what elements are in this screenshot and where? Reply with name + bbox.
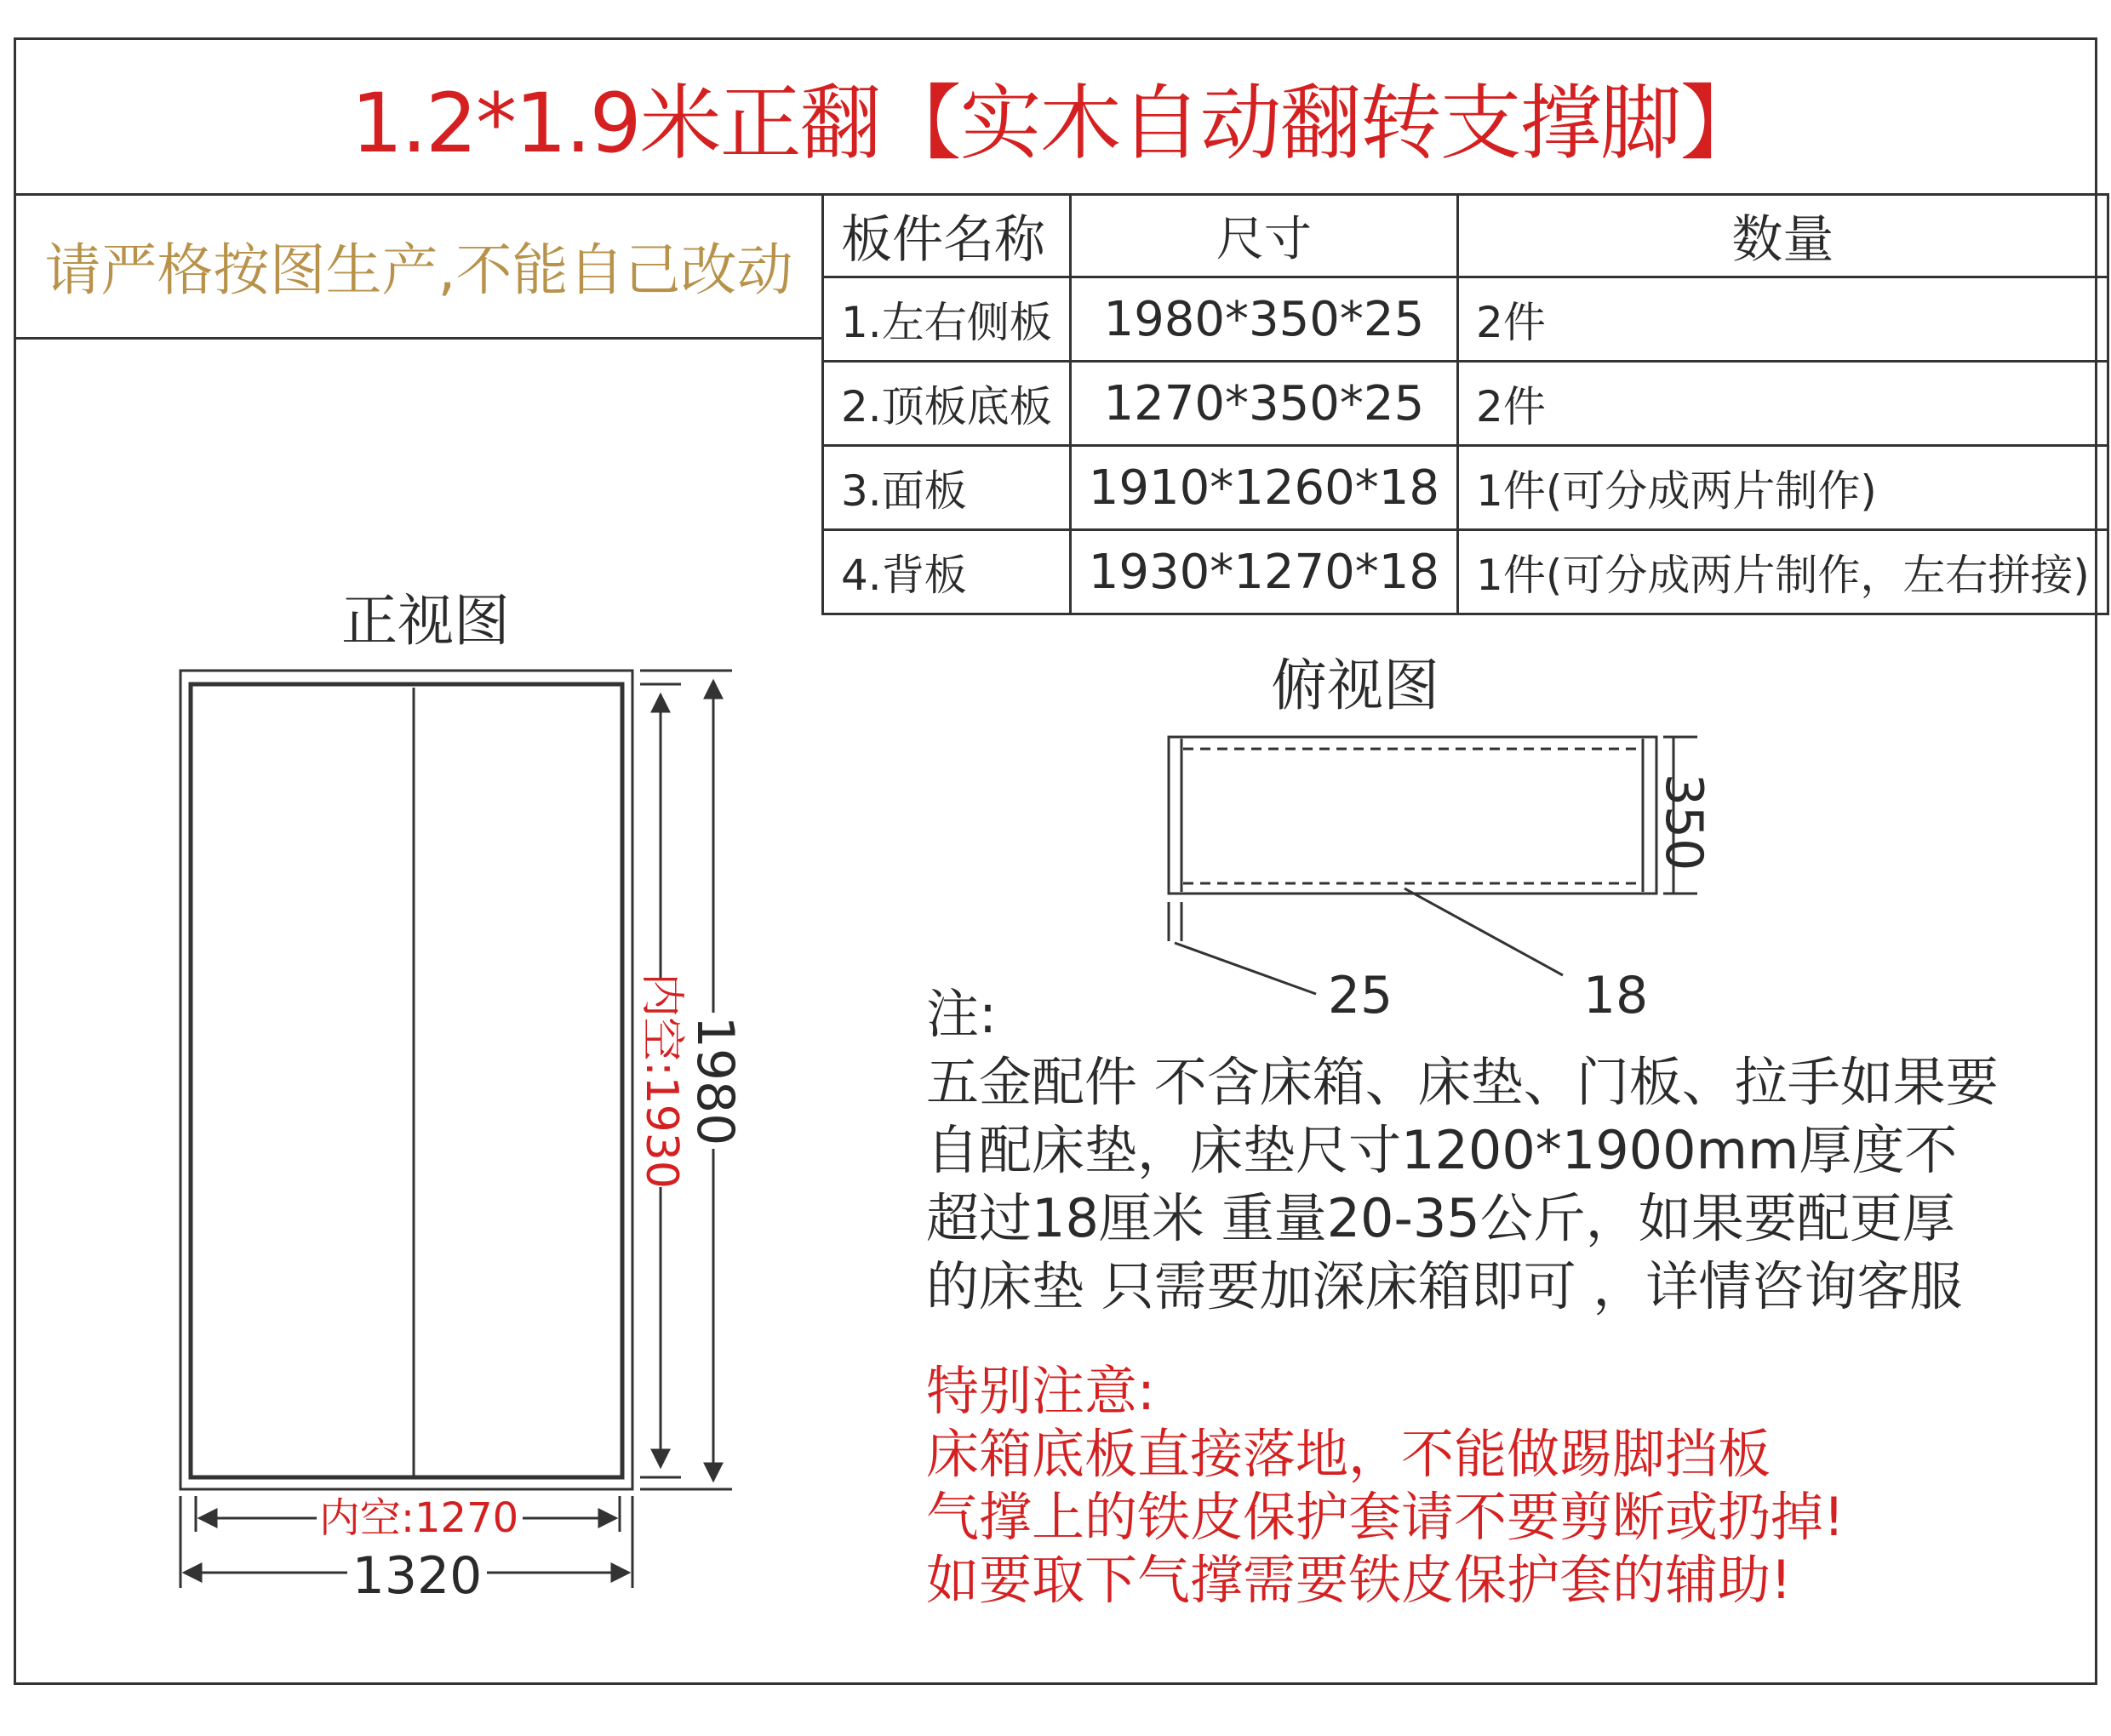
front-view-label: 正视图 [341,588,510,654]
notice-text: 请严格按图生产,不能自己改动 [44,237,793,303]
warning-line: 如要取下气撑需要铁皮保护套的辅助! [926,1549,1792,1611]
notes-line: 超过18厘米 重量20-35公斤，如果要配更厚 [926,1187,1955,1249]
header-part-name: 板件名称 [823,195,1071,277]
warning-line: 床箱底板直接落地，不能做踢脚挡板 [926,1423,1771,1485]
depth-label: 350 [1654,773,1713,871]
part-size: 1930*1270*18 [1070,530,1457,614]
warning-heading: 特别注意: [926,1360,1155,1422]
notes-section [926,980,1999,1321]
inner-width-label: 内空:1270 [318,1494,519,1542]
part-size: 1270*350*25 [1070,362,1457,446]
part-size: 1910*1260*18 [1070,446,1457,530]
warning-section [926,1360,1845,1612]
page-title: 1.2*1.9米正翻【实木自动翻转支撑脚】 [351,75,1760,171]
panel-thickness-label: 18 [1582,966,1649,1025]
part-quantity: 1件(可分成两片制作，左右拼接) [1458,530,2108,614]
warning-line: 气撑上的铁皮保护套请不要剪断或扔掉! [926,1486,1845,1548]
part-name: 2.顶板底板 [823,362,1071,446]
part-quantity: 2件 [1458,362,2108,446]
header-quantity: 数量 [1458,195,2108,277]
notes-line: 自配床垫，床垫尺寸1200*1900mm厚度不 [926,1119,1958,1181]
side-thickness-label: 25 [1327,966,1393,1025]
top-view-cabinet [1169,737,1697,994]
outer-height-label: 1980 [685,1015,745,1146]
front-view-cabinet [180,671,632,1489]
part-quantity: 1件(可分成两片制作) [1458,446,2108,530]
notes-heading: 注: [926,983,997,1045]
notes-line: 的床垫 只需要加深床箱即可 ，详情咨询客服 [926,1255,1963,1317]
part-name: 3.面板 [823,446,1071,530]
part-size: 1980*350*25 [1070,277,1457,362]
top-view-label: 俯视图 [1271,653,1439,718]
part-name: 1.左右侧板 [823,277,1071,362]
part-quantity: 2件 [1458,277,2108,362]
notes-line: 五金配件 不含床箱、床垫、门板、拉手如果要 [926,1051,1999,1113]
outer-width-label: 1320 [352,1546,483,1606]
header-size: 尺寸 [1070,195,1457,277]
part-name: 4.背板 [823,530,1071,614]
inner-height-label: 内空:1930 [636,973,687,1189]
